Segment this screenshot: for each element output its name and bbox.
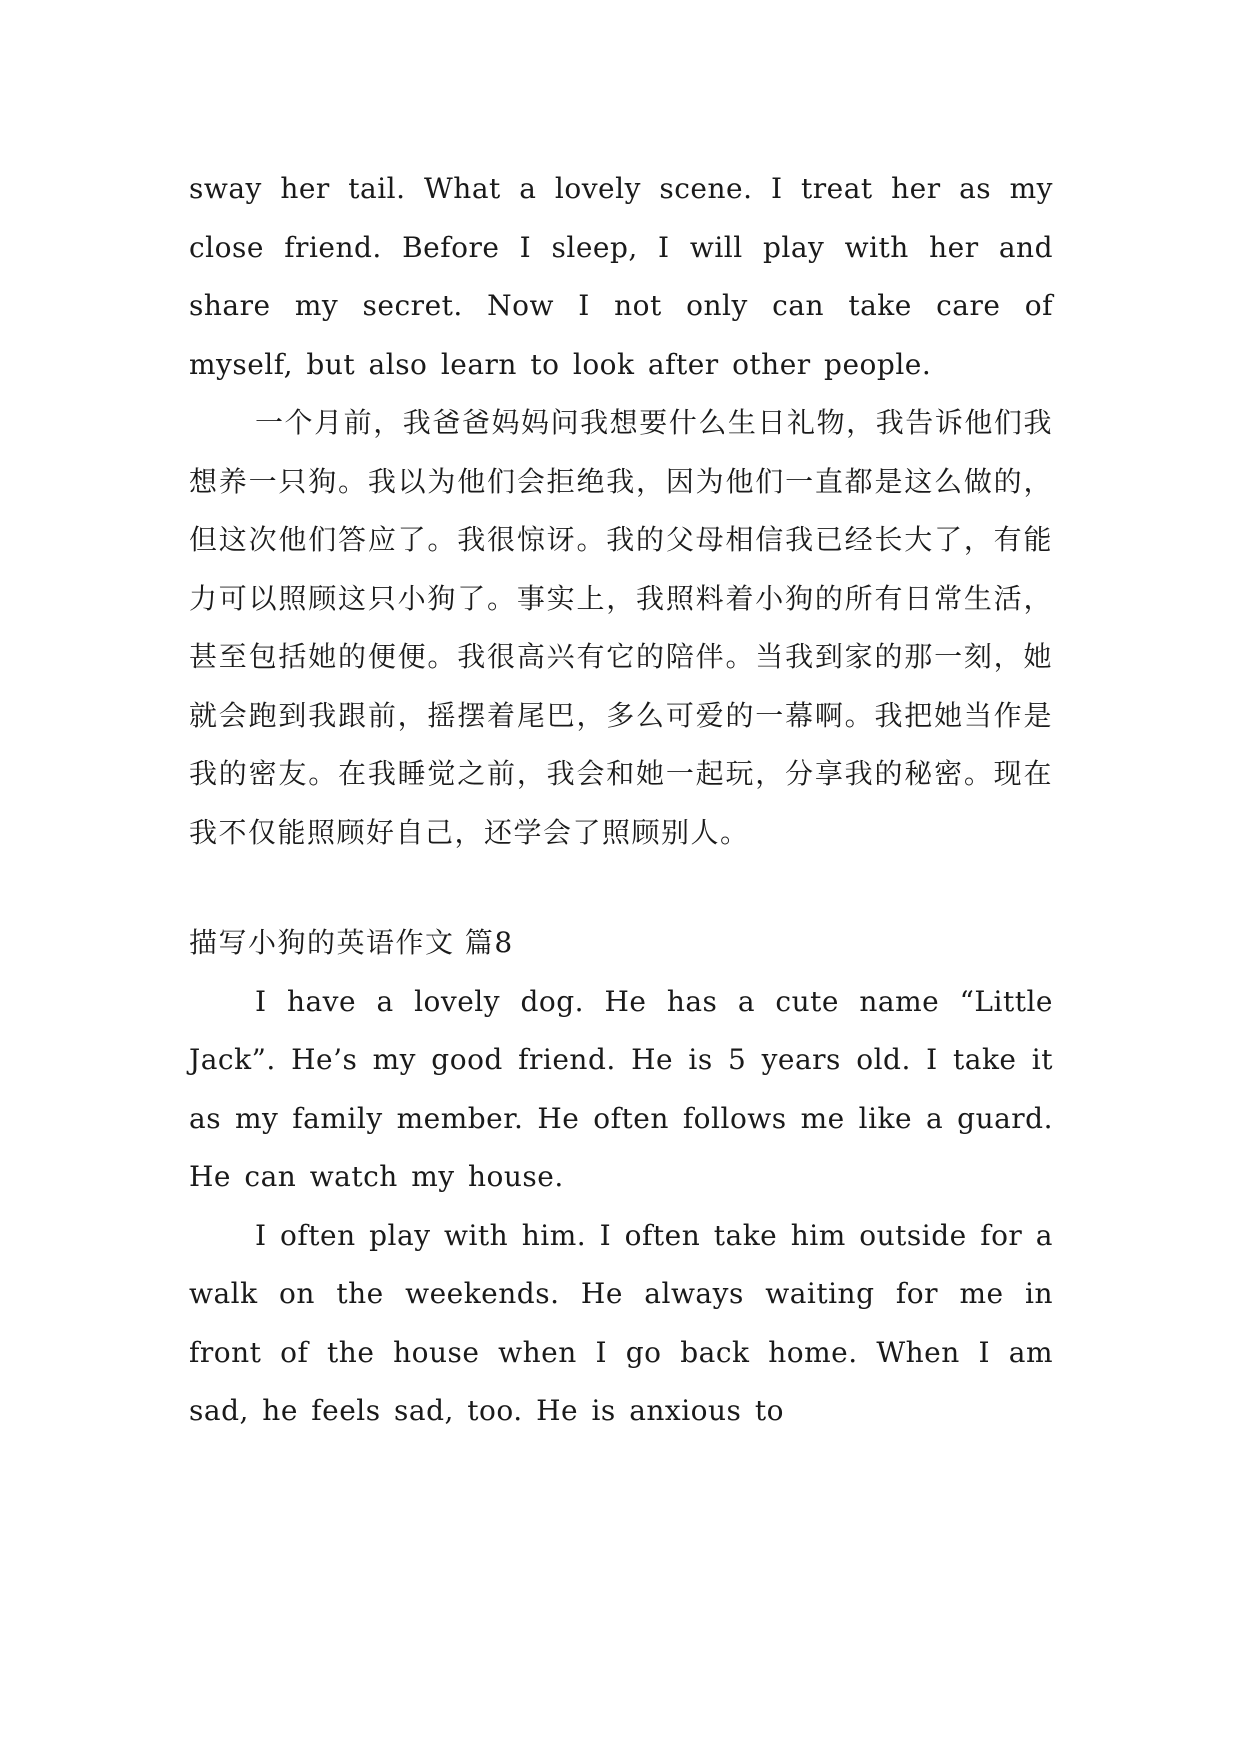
paragraph-en-1: I have a lovely dog. He has a cute name “Little Jack”. He’s my good friend. He is 5 years old. I take it as my family member. He often follows me like a guard. He can watch my house. — [189, 984, 1053, 1193]
section-title: 描写小狗的英语作文 篇8 — [189, 926, 514, 959]
paragraph-cn-translation: 一个月前，我爸爸妈妈问我想要什么生日礼物，我告诉他们我想养一只狗。我以为他们会拒绝我，因为他们一直都是这么做的，但这次他们答应了。我很惊讶。我的父母相信我已经长大了，有能力可以照顾这只小狗了。事实上，我照料着小狗的所有日常生活，甚至包括她的便便。我很高兴有它的陪伴。当我到家的那一刻，她就会跑到我跟前，摇摆着尾巴，多么可爱的一幕啊。我把她当作是我的密友。在我睡觉之前，我会和她一起玩，分享我的秘密。现在我不仅能照顾好自己，还学会了照顾别人。 — [189, 406, 1053, 849]
document-body — [189, 160, 1053, 1441]
paragraph-en-2: I often play with him. I often take him outside for a walk on the weekends. He always waiting for me in front of the house when I go back home. When I am sad, he feels sad, too. He is anxious to — [189, 1218, 1053, 1427]
paragraph-en-continued: sway her tail. What a lovely scene. I treat her as my close friend. Before I sleep, I will play with her and share my secret. Now I not only can take care of myself, but also learn to look after other people. — [189, 172, 1053, 381]
